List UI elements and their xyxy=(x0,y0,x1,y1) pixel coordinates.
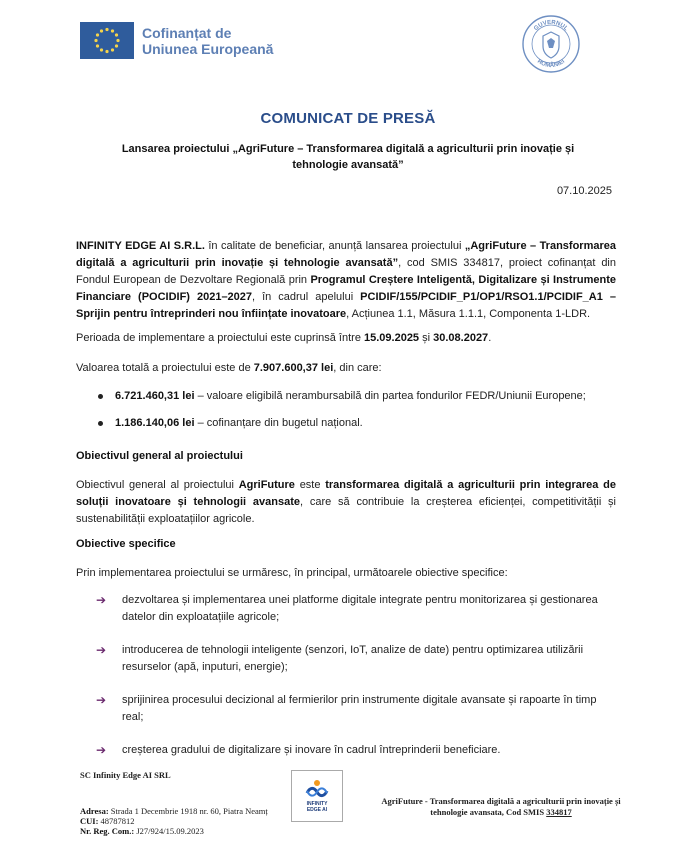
cui-value: 48787812 xyxy=(98,816,135,826)
objective-text: sprijinirea procesului decizional al fermierilor prin instrumente digitale avansate și rapoarte în timp real; xyxy=(122,694,597,723)
call-name: PCIDIF/155/PCIDIF_P1/OP1/RSO1.1/PCIDIF_A1 – Sprijin pentru întreprinderi nou înființate inovatoare xyxy=(76,291,616,320)
intro-text-1: în calitate de beneficiar, anunță lansarea proiectului xyxy=(204,240,465,252)
value-text-1: Valoarea totală a proiectului este de xyxy=(76,362,254,374)
period-text-3: . xyxy=(488,332,492,344)
funding-desc: – cofinanțare din bugetul național. xyxy=(194,417,363,429)
period-end: 30.08.2027 xyxy=(433,332,489,344)
project-name: „AgriFuture – Transformarea digitală a agriculturii prin inovație și tehnologie avansată” xyxy=(76,240,616,269)
list-item xyxy=(76,642,616,676)
arrow-right-icon: ➔ xyxy=(96,693,107,707)
general-text-3: , care să contribuie la creșterea eficienței, competitivității și sustenabilității exploatațiilor agricole. xyxy=(76,496,616,525)
arrow-right-icon: ➔ xyxy=(96,643,107,657)
period-start: 15.09.2025 xyxy=(364,332,420,344)
reg-label: Nr. Reg. Com.: xyxy=(80,826,135,836)
list-item xyxy=(76,692,616,726)
seal-bottom-text: ROMÂNIEI xyxy=(535,58,567,70)
intro-text-3: , în cadrul apelului xyxy=(252,291,361,303)
government-seal-icon xyxy=(521,14,581,74)
release-date: 07.10.2025 xyxy=(556,185,612,197)
specific-objectives-intro: Prin implementarea proiectului se urmăresc, în principal, următoarele obiective specifice: xyxy=(76,567,508,579)
footer-company: SC Infinity Edge AI SRL xyxy=(80,770,171,780)
funding-amount: 1.186.140,06 lei xyxy=(115,417,195,429)
objective-text: introducerea de tehnologii inteligente (senzori, IoT, analize de date) pentru optimizarea utilizării resurselor (apă, inputuri, energie); xyxy=(122,644,584,673)
eu-line-1: Cofinanțat de xyxy=(142,24,232,41)
eu-cofinancing-logo xyxy=(80,22,273,59)
list-item xyxy=(76,592,616,626)
value-total: 7.907.600,37 lei xyxy=(253,362,334,374)
specific-objectives-list xyxy=(76,592,616,775)
footer-smis-code: 334817 xyxy=(546,807,572,817)
general-text-1: Obiectivul general al proiectului xyxy=(76,479,239,491)
general-objective-paragraph xyxy=(76,477,616,528)
arrow-right-icon: ➔ xyxy=(96,593,107,607)
intro-text-2: , cod SMIS 334817, proiect cofinanțat din Fondul European de Dezvoltare Regională prin xyxy=(76,257,616,286)
specific-objectives-heading: Obiective specifice xyxy=(76,538,176,550)
eu-line-2: Uniunea Europeană xyxy=(142,40,274,57)
arrow-right-icon: ➔ xyxy=(96,743,107,757)
intro-paragraph xyxy=(76,238,616,323)
cui-label: CUI: xyxy=(80,816,99,826)
value-paragraph xyxy=(76,360,616,377)
objective-text: creșterea gradului de digitalizare și inovare în cadrul întreprinderii beneficiare. xyxy=(122,744,501,756)
footer-reg xyxy=(80,826,268,836)
logo-text xyxy=(307,801,328,813)
period-text-1: Perioada de implementare a proiectului este cuprinsă între xyxy=(76,332,364,344)
bullet-icon xyxy=(98,421,103,426)
program-name: Programul Creștere Inteligentă, Digitalizare și Instrumente Financiare (POCIDIF) 2021–2027 xyxy=(76,274,616,303)
address-label: Adresa: xyxy=(80,806,109,816)
address-value: Strada 1 Decembrie 1918 nr. 60, Piatra Neamț xyxy=(108,806,268,816)
list-item xyxy=(76,742,616,759)
funding-amount: 6.721.460,31 lei xyxy=(115,390,195,402)
intro-text-4: , Acțiunea 1.1, Măsura 1.1.1, Componenta 1-LDR. xyxy=(346,308,591,320)
general-text-2: este xyxy=(294,479,326,491)
footer-cui xyxy=(80,816,268,826)
svg-text:GUVERNUL xyxy=(533,20,569,32)
list-item xyxy=(76,415,616,432)
seal-top-text: GUVERNUL xyxy=(533,19,569,33)
footer-address xyxy=(80,806,268,816)
company-name: INFINITY EDGE AI S.R.L. xyxy=(76,240,205,252)
eu-cofinancing-text xyxy=(142,25,273,57)
logo-line-2: EDGE AI xyxy=(306,807,328,813)
footer-info xyxy=(80,806,268,836)
infinity-edge-logo xyxy=(291,770,343,822)
general-project-name: AgriFuture xyxy=(238,479,295,491)
bullet-icon xyxy=(98,394,103,399)
eu-flag-icon xyxy=(80,22,134,59)
value-text-2: , din care: xyxy=(333,362,382,374)
footer-project-ref xyxy=(372,796,630,818)
reg-value: J27/924/15.09.2023 xyxy=(134,826,204,836)
funding-list xyxy=(76,388,616,442)
period-text-2: și xyxy=(419,332,434,344)
infinity-logo-icon xyxy=(304,779,330,801)
objective-text: dezvoltarea și implementarea unei platforme digitale integrate pentru monitorizarea și gestionarea datelor din exploatațiile agricole; xyxy=(122,594,598,623)
list-item xyxy=(76,388,616,405)
svg-text:ROMÂNIEI xyxy=(536,58,566,69)
footer-project-text: AgriFuture - Transformarea digitală a agriculturii prin inovație și tehnologie avansata, Cod SMIS xyxy=(381,796,621,817)
page-subtitle: Lansarea proiectului „AgriFuture – Transformarea digitală a agriculturii prin inovație și tehnologie avansată” xyxy=(121,143,575,171)
general-objective-heading: Obiectivul general al proiectului xyxy=(76,450,243,462)
general-goal: transformarea digitală a agriculturii prin integrarea de soluții inovatoare și tehnologii avansate xyxy=(76,479,616,508)
period-paragraph xyxy=(76,330,616,347)
logo-line-1: INFINITY xyxy=(306,801,328,807)
funding-desc: – valoare eligibilă nerambursabilă din partea fondurilor FEDR/Uniunii Europene; xyxy=(194,390,586,402)
page-title: COMUNICAT DE PRESĂ xyxy=(260,110,436,127)
